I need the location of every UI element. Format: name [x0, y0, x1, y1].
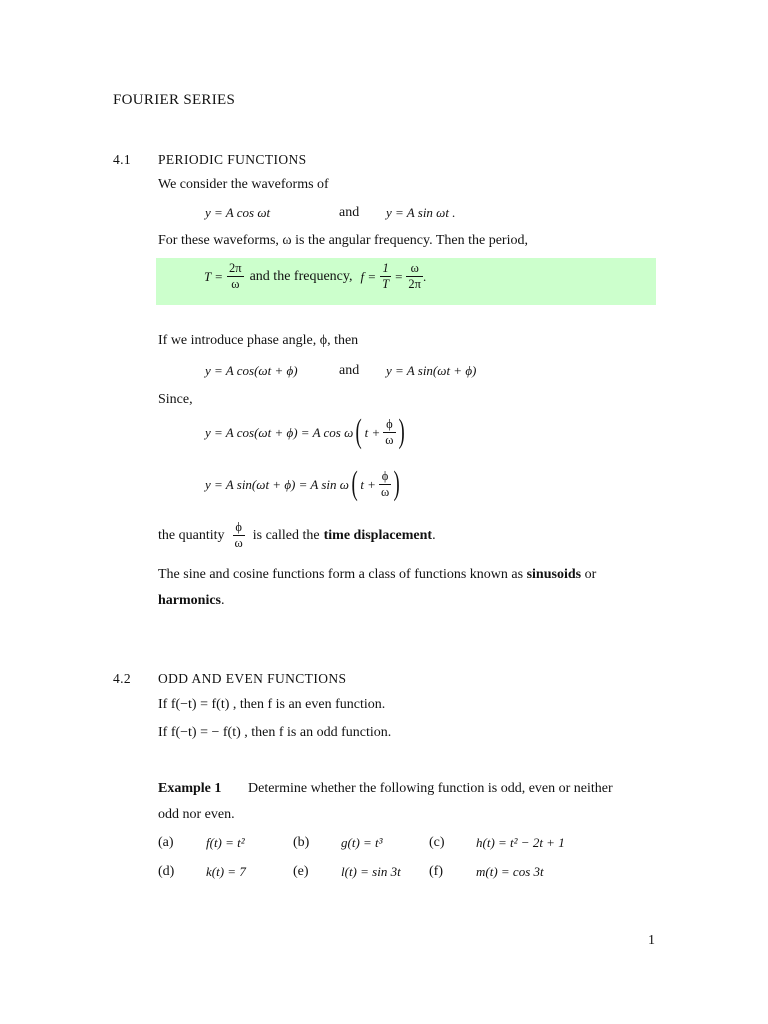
sinusoid-line: [158, 568, 596, 582]
paragraph-text: is called the: [252, 527, 320, 543]
numerator: 1: [380, 261, 391, 277]
denominator: ω: [385, 432, 394, 447]
equation-text: and the frequency,: [249, 268, 353, 284]
item-expression: h(t) = t² − 2t + 1: [476, 835, 565, 850]
item-expression: m(t) = cos 3t: [476, 864, 544, 879]
item-tag: (a): [158, 835, 174, 850]
equation: y = A sin(ωt + ϕ): [386, 363, 477, 378]
period-equation: [204, 261, 426, 292]
item-expression: g(t) = t³: [341, 835, 383, 850]
denominator: 2π: [408, 277, 421, 291]
harmonics-line: [158, 594, 225, 608]
numerator: ϕ: [233, 520, 245, 536]
paragraph-text: The sine and cosine functions form a class of functions known as: [158, 567, 524, 582]
item-tag: (b): [293, 835, 310, 850]
denominator: ω: [231, 277, 240, 291]
odd-rule: If f(−t) = − f(t) , then f is an odd function.: [158, 725, 392, 740]
equation-text: .: [422, 269, 427, 284]
equation-cos: [205, 415, 407, 449]
example-text: odd nor even.: [158, 807, 235, 822]
paragraph-text: .: [221, 593, 225, 608]
left-paren: (: [355, 413, 363, 450]
numerator: ω: [406, 261, 423, 277]
section-number: 4.1: [113, 152, 132, 167]
left-paren: (: [351, 465, 358, 502]
fraction: [227, 261, 244, 292]
equation-text: T =: [204, 269, 224, 284]
item-tag: (c): [429, 835, 445, 850]
bold-term: time displacement: [323, 527, 433, 543]
item-expression: l(t) = sin 3t: [341, 864, 401, 879]
right-paren: ): [398, 413, 405, 450]
item-expression: k(t) = 7: [206, 864, 246, 879]
bold-term: harmonics: [158, 593, 221, 608]
denominator: ω: [380, 484, 390, 499]
example-text: Determine whether the following function is odd, even or neither: [248, 781, 613, 796]
example-label: Example 1: [158, 781, 222, 796]
equation: y = A cos(ωt + ϕ): [205, 363, 298, 378]
paragraph: If we introduce phase angle, ϕ, then: [158, 333, 359, 348]
denominator: ω: [234, 536, 243, 550]
paragraph: For these waveforms, ω is the angular frequency. Then the period,: [158, 233, 528, 248]
equation-text: t +: [360, 476, 376, 492]
section-number: 4.2: [113, 671, 132, 686]
equation: y = A cos ωt: [205, 205, 271, 220]
equation-sin: [205, 467, 403, 501]
item-expression: f(t) = t²: [206, 835, 245, 850]
conjunction: and: [339, 363, 360, 378]
fraction: [380, 261, 391, 292]
page-title: FOURIER SERIES: [113, 92, 236, 108]
numerator: ϕ: [379, 469, 391, 485]
item-tag: (e): [293, 864, 309, 879]
paragraph-text: the quantity: [158, 527, 225, 543]
fraction: [383, 417, 395, 448]
equation-text: f =: [360, 269, 377, 284]
paragraph-text: or: [584, 567, 597, 582]
paragraph: Since,: [158, 392, 193, 407]
section-heading: ODD AND EVEN FUNCTIONS: [158, 671, 347, 686]
right-paren: ): [393, 465, 400, 502]
time-displacement-line: [158, 520, 436, 551]
item-tag: (f): [429, 864, 443, 879]
fraction: [406, 261, 423, 292]
fraction: [379, 469, 391, 500]
equation-text: t +: [364, 424, 381, 440]
denominator: T: [382, 277, 390, 291]
paragraph: We consider the waveforms of: [158, 177, 329, 192]
paragraph-text: .: [432, 527, 436, 543]
bold-term: sinusoids: [526, 567, 582, 582]
fraction: [233, 520, 245, 551]
page-number: 1: [648, 933, 655, 948]
numerator: 2π: [229, 261, 242, 275]
item-tag: (d): [158, 864, 175, 879]
section-heading: PERIODIC FUNCTIONS: [158, 152, 307, 167]
equation: y = A sin ωt .: [386, 205, 456, 220]
equation-text: y = A sin(ωt + ϕ) = A sin ω: [205, 476, 349, 492]
equation-text: =: [395, 269, 403, 284]
conjunction: and: [339, 205, 360, 220]
even-rule: If f(−t) = f(t) , then f is an even function.: [158, 697, 386, 712]
equation-text: y = A cos(ωt + ϕ) = A cos ω: [205, 424, 354, 440]
numerator: ϕ: [383, 417, 395, 433]
